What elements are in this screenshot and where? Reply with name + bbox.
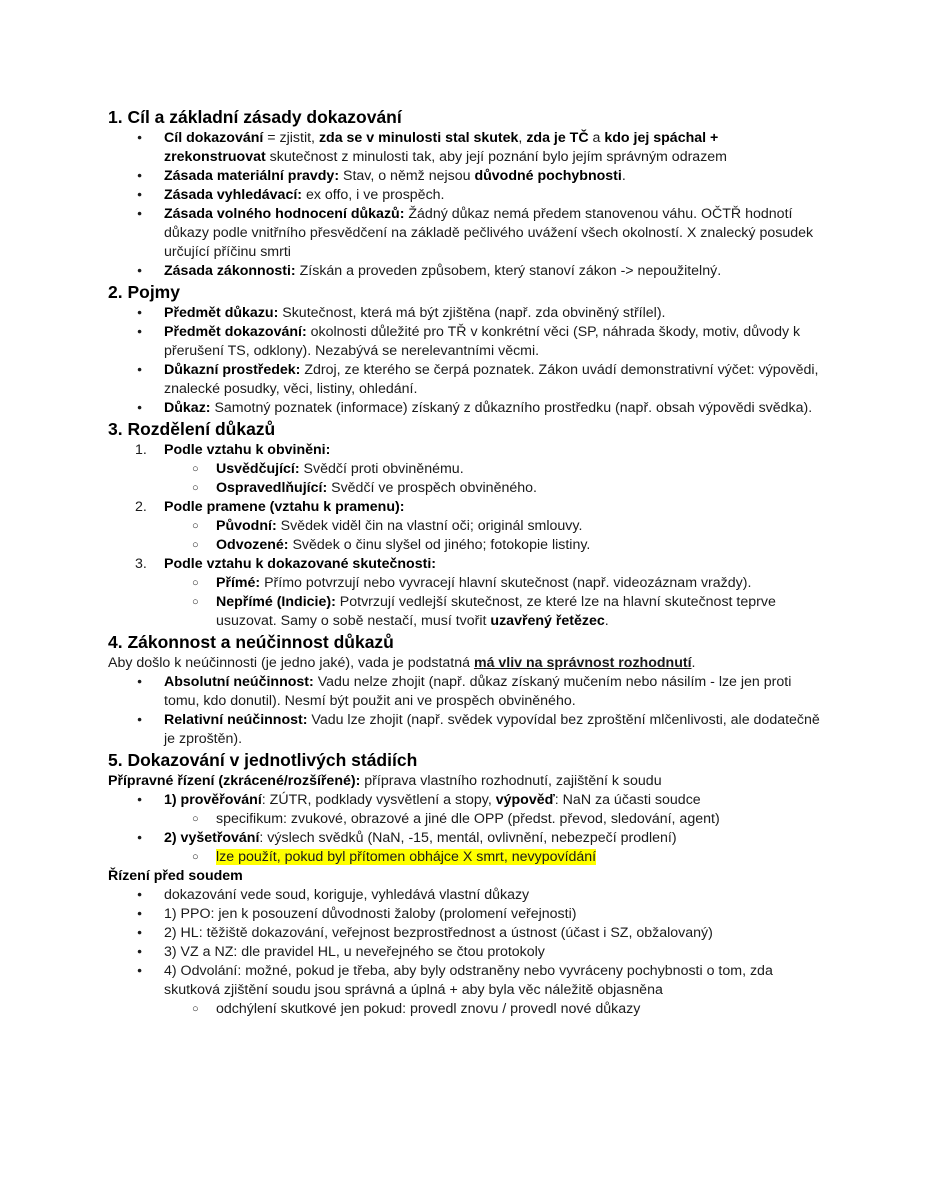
sub-list xyxy=(108,810,820,829)
sub-item-text xyxy=(216,811,720,827)
item-number: 2. xyxy=(135,499,147,515)
text-run: ex offo, i ve prospěch. xyxy=(302,187,445,203)
bullet-item xyxy=(108,399,820,418)
section-heading: 1. Cíl a základní zásady dokazování xyxy=(108,107,402,127)
sub-item-text xyxy=(216,575,751,591)
text-run: příprava vlastního rozhodnutí, zajištění k soudu xyxy=(360,773,662,789)
bullet-item xyxy=(108,361,820,399)
bullet-item xyxy=(108,943,820,962)
bold-text: Absolutní neúčinnost: xyxy=(164,674,314,690)
sub-item xyxy=(108,810,820,829)
bold-text: 2) vyšetřování xyxy=(164,830,260,846)
item-list xyxy=(108,129,820,281)
bold-text: uzavřený řetězec xyxy=(490,613,605,629)
text-run: okolnosti důležité pro TŘ v konkrétní věci (SP, náhrada škody, motiv, důvody k přerušení TS, odklony). Nezabývá se nerelevantními věcmi. xyxy=(164,324,801,359)
bold-text: Předmět důkazu: xyxy=(164,305,279,321)
sub-item xyxy=(108,1000,820,1019)
text-run: dokazování vede soud, koriguje, vyhledává vlastní důkazy xyxy=(164,887,530,903)
bold-text: kdo jej spáchal + zrekonstruovat xyxy=(164,130,719,165)
sub-list xyxy=(108,848,820,867)
bullet-icon xyxy=(137,129,157,149)
text-run: Stav, o němž nejsou xyxy=(339,168,475,184)
circle-bullet-icon xyxy=(192,574,212,593)
numbered-item xyxy=(108,498,820,517)
bullet-icon xyxy=(137,399,157,419)
text-run: 3) VZ a NZ: dle pravidel HL, u neveřejného se čtou protokoly xyxy=(164,944,545,960)
bullet-item xyxy=(108,886,820,905)
bold-text: 1) prověřování xyxy=(164,792,262,808)
bold-text: Předmět dokazování: xyxy=(164,324,307,340)
sub-list xyxy=(108,460,820,498)
bullet-item xyxy=(108,262,820,281)
text-run: Svědek o činu slyšel od jiného; fotokopie listiny. xyxy=(288,537,591,553)
circle-bullet-icon xyxy=(192,1000,212,1019)
text-run: Svědčí proti obviněnému. xyxy=(299,461,464,477)
bold-text: Důkazní prostředek: xyxy=(164,362,301,378)
text-run: Svědčí ve prospěch obviněného. xyxy=(327,480,537,496)
bold-text: Relativní neúčinnost: xyxy=(164,712,308,728)
bold-text: výpověď xyxy=(495,792,555,808)
bold-text: Původní: xyxy=(216,518,277,534)
sub-item-text xyxy=(216,537,590,553)
bullet-item xyxy=(108,205,820,262)
text-run: = zjistit, xyxy=(263,130,319,146)
bullet-icon xyxy=(137,711,157,731)
sub-item xyxy=(108,479,820,498)
sub-item-text xyxy=(216,518,582,534)
bullet-icon xyxy=(137,361,157,381)
text-run: skutečnost z minulosti tak, aby její poznání bylo jejím správným odrazem xyxy=(265,149,727,165)
subsection-heading xyxy=(108,867,820,886)
sub-item-text xyxy=(216,461,464,477)
sub-list xyxy=(108,1000,820,1019)
bullet-item xyxy=(108,167,820,186)
bold-text: Podle vztahu k dokazované skutečnosti: xyxy=(164,556,436,572)
text-run: . xyxy=(621,168,626,184)
bold-text: zda se v minulosti stal skutek xyxy=(318,130,519,146)
text-run: , xyxy=(518,130,527,146)
sub-list xyxy=(108,574,820,631)
circle-bullet-icon xyxy=(192,536,212,555)
bold-text: Zásada zákonnosti: xyxy=(164,263,296,279)
circle-bullet-icon xyxy=(192,848,212,867)
sub-item xyxy=(108,848,820,867)
text-run: Aby došlo k neúčinnosti (je jedno jaké), vada je podstatná xyxy=(108,655,474,671)
bullet-icon xyxy=(137,205,157,225)
bullet-item xyxy=(108,129,820,167)
text-run: Svědek viděl čin na vlastní oči; originál smlouvy. xyxy=(276,518,583,534)
section-heading: 4. Zákonnost a neúčinnost důkazů xyxy=(108,632,394,652)
bullet-icon xyxy=(137,924,157,944)
bullet-icon xyxy=(137,829,157,849)
text-run: 4) Odvolání: možné, pokud je třeba, aby byly odstraněny nebo vyvráceny pochybnosti o tom, zda skutková zjištění soudu jsou správná a úplná + aby byla věc náležitě objasněna xyxy=(164,963,773,998)
sub-item xyxy=(108,536,820,555)
bullet-item xyxy=(108,924,820,943)
circle-bullet-icon xyxy=(192,810,212,829)
circle-bullet-icon xyxy=(192,593,212,612)
section-intro xyxy=(108,654,820,673)
text-run: : výslech svědků (NaN, -15, mentál, ovlivnění, nebezpečí prodlení) xyxy=(259,830,677,846)
sub-item xyxy=(108,517,820,536)
sub-item-text xyxy=(216,480,537,496)
text-run: . xyxy=(691,655,696,671)
text-run: odchýlení skutkové jen pokud: provedl znovu / provedl nové důkazy xyxy=(216,1001,641,1017)
circle-bullet-icon xyxy=(192,479,212,498)
document-page xyxy=(108,106,820,1019)
numbered-item xyxy=(108,441,820,460)
bullet-icon xyxy=(137,186,157,206)
text-run: specifikum: zvukové, obrazové a jiné dle OPP (předst. převod, sledování, agent) xyxy=(216,811,720,827)
item-list xyxy=(108,673,820,749)
bullet-icon xyxy=(137,262,157,282)
section-intro xyxy=(108,772,820,791)
text-run: . xyxy=(604,613,609,629)
bold-text: Zásada materiální pravdy: xyxy=(164,168,340,184)
bullet-item xyxy=(108,673,820,711)
bold-text: Přímé: xyxy=(216,575,261,591)
text-run: : NaN za účasti soudce xyxy=(554,792,701,808)
bold-text: Zásada volného hodnocení důkazů: xyxy=(164,206,405,222)
sub-list xyxy=(108,517,820,555)
bullet-item xyxy=(108,323,820,361)
text-run: Zdroj, ze kterého se čerpá poznatek. Zákon uvádí demonstrativní výčet: výpovědi, znalecké posudky, věci, listiny, ohledání. xyxy=(164,362,819,397)
bullet-item xyxy=(108,962,820,1000)
bullet-item xyxy=(108,186,820,205)
item-list xyxy=(108,304,820,418)
sub-item xyxy=(108,593,820,631)
text-run: lze použít, pokud byl přítomen obhájce X smrt, nevypovídání xyxy=(216,849,597,865)
item-list xyxy=(108,441,820,631)
text-run: Skutečnost, která má být zjištěna (např. zda obviněný střílel). xyxy=(278,305,666,321)
bullet-icon xyxy=(137,886,157,906)
underlined-text: má vliv na správnost rozhodnutí xyxy=(473,655,692,671)
bullet-icon xyxy=(137,791,157,811)
bullet-item xyxy=(108,791,820,810)
bullet-item xyxy=(108,711,820,749)
bold-text: Zásada vyhledávací: xyxy=(164,187,303,203)
bold-text: Odvozené: xyxy=(216,537,289,553)
item-list xyxy=(108,886,820,1019)
text-run: a xyxy=(588,130,605,146)
bold-text: Přípravné řízení (zkrácené/rozšířené): xyxy=(108,773,361,789)
item-number: 1. xyxy=(135,442,147,458)
item-number: 3. xyxy=(135,556,147,572)
bold-text: Důkaz: xyxy=(164,400,211,416)
bullet-icon xyxy=(137,304,157,324)
bullet-icon xyxy=(137,905,157,925)
section-heading: 3. Rozdělení důkazů xyxy=(108,419,276,439)
section-heading: 2. Pojmy xyxy=(108,282,180,302)
text-run: 2) HL: těžiště dokazování, veřejnost bezprostřednost a ústnost (účast i SZ, obžalovaný) xyxy=(164,925,713,941)
text-run: Přímo potvrzují nebo vyvracejí hlavní skutečnost (např. videozáznam vraždy). xyxy=(260,575,752,591)
bold-text: důvodné pochybnosti xyxy=(474,168,622,184)
bold-text: Nepřímé (Indicie): xyxy=(216,594,336,610)
bullet-icon xyxy=(137,673,157,693)
bold-text: Usvědčující: xyxy=(216,461,300,477)
sub-item xyxy=(108,574,820,593)
text-run: Potvrzují vedlejší skutečnost, ze které lze na hlavní skutečnost teprve usuzovat. Samy o sobě nestačí, musí tvořit xyxy=(216,594,776,629)
text-run: Žádný důkaz nemá předem stanovenou váhu. OČTŘ hodnotí důkazy podle vnitřního přesvědčení na základě pečlivého uvážení všech okolností. X znalecký posudek určující příčinu smrti xyxy=(164,206,814,260)
text-run: Samotný poznatek (informace) získaný z důkazního prostředku (např. obsah výpovědi svědka). xyxy=(210,400,813,416)
bold-text: zda je TČ xyxy=(526,130,589,146)
bullet-item xyxy=(108,304,820,323)
bullet-item xyxy=(108,905,820,924)
bullet-icon xyxy=(137,323,157,343)
numbered-item xyxy=(108,555,820,574)
sub-item xyxy=(108,460,820,479)
circle-bullet-icon xyxy=(192,517,212,536)
bold-text: Cíl dokazování xyxy=(164,130,264,146)
sub-item-text xyxy=(216,594,776,629)
sub-item-text xyxy=(216,849,596,865)
item-list xyxy=(108,791,820,867)
bold-text: Ospravedlňující: xyxy=(216,480,328,496)
bullet-icon xyxy=(137,167,157,187)
bullet-icon xyxy=(137,962,157,982)
text-run: Vadu nelze zhojit (např. důkaz získaný mučením nebo násilím - lze jen proti tomu, kdo donutil). Nesmí být použit ani ve prospěch obviněného. xyxy=(164,674,792,709)
section-heading: 5. Dokazování v jednotlivých stádiích xyxy=(108,750,418,770)
bullet-icon xyxy=(137,943,157,963)
bold-text: Podle pramene (vztahu k pramenu): xyxy=(164,499,405,515)
bold-text: Podle vztahu k obviněni: xyxy=(164,442,331,458)
sub-item-text xyxy=(216,1001,640,1017)
text-run: Vadu lze zhojit (např. svědek vypovídal bez zproštění mlčenlivosti, ale dodatečně je zproštěn). xyxy=(164,712,820,747)
bullet-item xyxy=(108,829,820,848)
text-run: 1) PPO: jen k posouzení důvodnosti žaloby (prolomení veřejnosti) xyxy=(164,906,577,922)
bold-text: Řízení před soudem xyxy=(108,868,243,884)
circle-bullet-icon xyxy=(192,460,212,479)
text-run: : ZÚTR, podklady vysvětlení a stopy, xyxy=(261,792,496,808)
text-run: Získán a proveden způsobem, který stanoví zákon -> nepoužitelný. xyxy=(295,263,722,279)
